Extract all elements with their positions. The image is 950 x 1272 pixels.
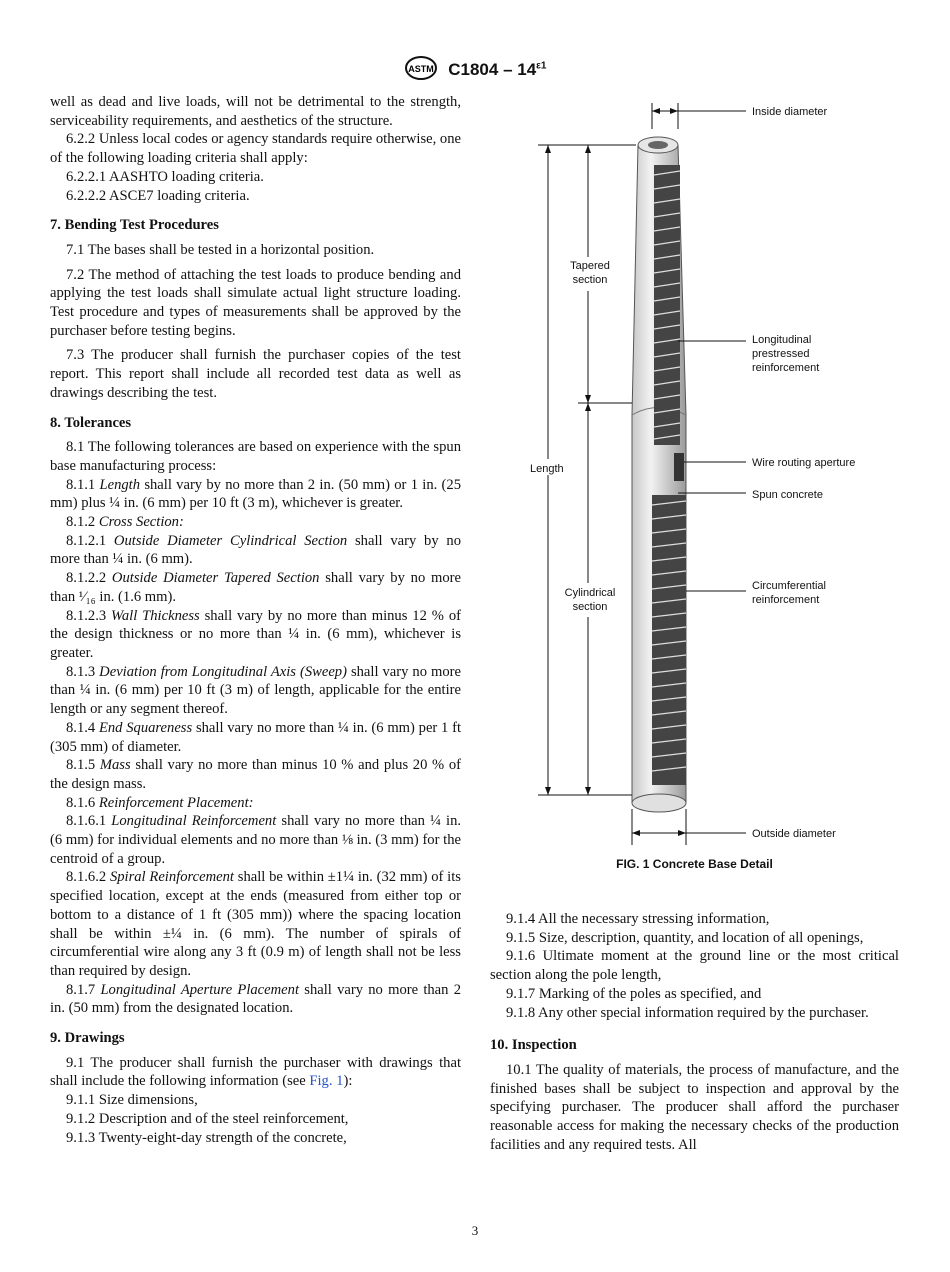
para-7-1: 7.1 The bases shall be tested in a horizontal position. bbox=[66, 241, 375, 258]
label-longitudinal-2: prestressed bbox=[752, 348, 810, 360]
para-8-1-5: 8.1.5 Mass shall vary no more than minus 10 % and plus 20 % of the design mass. bbox=[50, 757, 462, 792]
label-cylindrical-2: section bbox=[572, 601, 608, 613]
page-header bbox=[0, 55, 950, 86]
figure-concrete-base bbox=[528, 95, 908, 855]
astm-logo-icon bbox=[404, 55, 438, 86]
para-8-1-2-3: 8.1.2.3 Wall Thickness shall vary by no more than minus 12 % of the design thickness or no more than ¼ in. (6 mm), whichever is greater. bbox=[50, 607, 461, 661]
page-number: 3 bbox=[471, 1223, 479, 1238]
para-10-1: 10.1 The quality of materials, the process of manufacture, and the finished bases shall be subject to inspection and approval by the specifying purchaser. The producer shall afford the purchaser reasonable access for making the necessary checks of the production facilities and any required tests. All bbox=[490, 1061, 899, 1153]
label-spun-concrete: Spun concrete bbox=[752, 489, 823, 501]
heading-section-9: 9. Drawings bbox=[50, 1030, 125, 1047]
upper-cutaway bbox=[654, 165, 680, 445]
para-8-1-6: 8.1.6 Reinforcement Placement: bbox=[66, 794, 254, 811]
label-longitudinal-3: reinforcement bbox=[752, 362, 820, 374]
left-column bbox=[50, 93, 461, 1147]
para-9-1-2: 9.1.2 Description and of the steel reinforcement, bbox=[66, 1110, 349, 1127]
para-9-1-5: 9.1.5 Size, description, quantity, and location of all openings, bbox=[506, 929, 864, 946]
fig-1-link[interactable]: Fig. 1 bbox=[309, 1073, 344, 1090]
para-8-1-6-1: 8.1.6.1 Longitudinal Reinforcement shall vary no more than ¼ in. (6 mm) for individual elements and no more than ⅛ in. (3 mm) for the centroid of a group. bbox=[50, 813, 462, 867]
para-9-1-1: 9.1.1 Size dimensions, bbox=[66, 1092, 198, 1109]
label-outside-diameter: Outside diameter bbox=[752, 828, 836, 840]
label-circumferential-2: reinforcement bbox=[752, 594, 820, 606]
wire-aperture bbox=[674, 453, 684, 481]
heading-section-7: 7. Bending Test Procedures bbox=[50, 217, 219, 234]
para-9-1-4: 9.1.4 All the necessary stressing information, bbox=[506, 911, 770, 927]
right-column bbox=[490, 910, 899, 1154]
para-8-1: 8.1 The following tolerances are based on experience with the spun base manufacturing process: bbox=[50, 439, 461, 474]
para-8-1-2-1: 8.1.2.1 Outside Diameter Cylindrical Section shall vary by no more than ¼ in. (6 mm). bbox=[50, 532, 461, 568]
para-9-1: 9.1 The producer shall furnish the purchaser with drawings that shall include the following information (see Fig. 1): bbox=[50, 1054, 461, 1090]
label-length: Length bbox=[530, 463, 564, 475]
para-7-2: 7.2 The method of attaching the test loads to produce bending and applying the test loads shall simulate actual light structure loading. Test procedure and types of measurements shall be approved by the purchaser before testing begins. bbox=[50, 266, 461, 339]
astm-logo-text: ASTM bbox=[407, 64, 434, 74]
para-9-1-8: 9.1.8 Any other special information required by the purchaser. bbox=[506, 1004, 869, 1021]
figure-caption: FIG. 1 Concrete Base Detail bbox=[616, 857, 773, 871]
para-9-1-7: 9.1.7 Marking of the poles as specified, and bbox=[506, 985, 762, 1002]
pole-diagram bbox=[528, 95, 908, 855]
para-8-1-2-2: 8.1.2.2 Outside Diameter Tapered Section shall vary by no more than ¹⁄₁₆ in. (1.6 mm). bbox=[50, 570, 461, 605]
label-wire-routing: Wire routing aperture bbox=[752, 457, 856, 469]
para-8-1-3: 8.1.3 Deviation from Longitudinal Axis (Sweep) shall vary no more than ¼ in. (6 mm) per 10 ft (3 m) of length, applicable for the entire length or any segment thereof. bbox=[50, 663, 461, 718]
label-tapered-1: Tapered bbox=[570, 260, 610, 272]
para-6-2-2-2: 6.2.2.2 ASCE7 loading criteria. bbox=[66, 187, 250, 204]
para-7-3: 7.3 The producer shall furnish the purchaser copies of the test report. This report shall include all recorded test data as well as drawings describing the test. bbox=[50, 347, 461, 401]
label-inside-diameter: Inside diameter bbox=[752, 106, 828, 118]
para-8-1-2: 8.1.2 Cross Section: bbox=[66, 514, 184, 531]
label-cylindrical-1: Cylindrical bbox=[564, 587, 616, 599]
para-6-2-2: 6.2.2 Unless local codes or agency standards require otherwise, one of the following loading criteria shall apply: bbox=[50, 131, 461, 167]
para-8-1-4: 8.1.4 End Squareness shall vary no more than ¼ in. (6 mm) per 1 ft (305 mm) of diameter. bbox=[50, 719, 462, 755]
para-6-2-2-1: 6.2.2.1 AASHTO loading criteria. bbox=[66, 168, 264, 185]
heading-section-8: 8. Tolerances bbox=[50, 414, 132, 431]
pole-bottom bbox=[632, 794, 686, 812]
label-longitudinal-1: Longitudinal bbox=[752, 334, 812, 346]
designation: C1804 – 14 bbox=[448, 59, 537, 79]
heading-section-10: 10. Inspection bbox=[490, 1037, 577, 1054]
para-8-1-7: 8.1.7 Longitudinal Aperture Placement shall vary no more than 2 in. (50 mm) from the designated location. bbox=[50, 981, 461, 1017]
para-8-1-6-2: 8.1.6.2 Spiral Reinforcement shall be within ±1¼ in. (32 mm) of its specified location, except at the ends (measured from either top or bottom to a distance of 1 ft (305 mm)) where the spacing location shall be within ±¼ in. (6 mm). The number of spirals of circumferential wire along any 3 ft (0.9 m) of length shall not be less than required by design. bbox=[50, 869, 461, 979]
label-tapered-2: section bbox=[572, 274, 608, 286]
designation-superscript: ε1 bbox=[536, 60, 547, 72]
para-9-1-3: 9.1.3 Twenty-eight-day strength of the concrete, bbox=[66, 1129, 347, 1146]
para-9-1-6: 9.1.6 Ultimate moment at the ground line or the most critical section along the pole length, bbox=[490, 948, 899, 984]
para-8-1-1: 8.1.1 Length shall vary by no more than 2 in. (50 mm) or 1 in. (25 mm) plus ¼ in. (6 mm) per 10 ft (3 m), whichever is greater. bbox=[50, 476, 462, 512]
label-circumferential-1: Circumferential bbox=[752, 580, 826, 592]
intro-paragraph: well as dead and live loads, will not be detrimental to the strength, serviceability requirements, and aesthetics of the structure. bbox=[50, 94, 461, 129]
